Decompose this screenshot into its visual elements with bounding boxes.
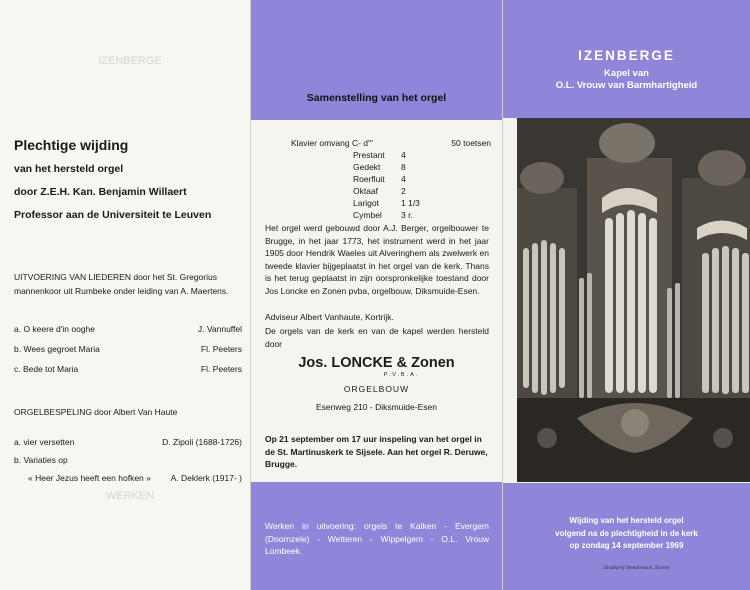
song-item: a. O keere d'in ooghe J. Vannuffel [14, 324, 242, 334]
company-form: P.V.B.A. [383, 372, 420, 378]
song-item: c. Bede tot Maria Fl. Peeters [14, 364, 242, 374]
panel-left [0, 0, 250, 590]
works-in-progress: Werken in uitvoering: orgels te Kalken - Evergem (Doornzele) - Wetteren - Wippelgem - O.L. Vrouw Lombeek. [265, 521, 489, 556]
orgel-intro: ORGELBESPELING door Albert Van Haute [14, 407, 178, 417]
chapel-name: Kapel van O.L. Vrouw van Barmhartigheid [555, 68, 698, 91]
subtitle-line-2: door Z.E.H. Kan. Benjamin Willaert [14, 186, 187, 198]
printer-credit: Drukkerij Slembrouck, Zarren [603, 565, 670, 571]
organ-stops [291, 137, 491, 221]
stop-item: Cymbel 3 r. [353, 210, 413, 220]
stop-item: Roerfluit 4 [353, 174, 406, 184]
liederen-intro: UITVOERING VAN LIEDEREN door het St. Gregorius mannenkoor uit Rumbeke onder leiding van A. Maertens. [14, 272, 229, 296]
bleed-through-text: IZENBERGE [98, 55, 162, 67]
panel-middle [250, 0, 502, 590]
organ-photo [517, 118, 750, 482]
panel-right [502, 0, 750, 590]
subtitle-line-1: van het hersteld orgel [14, 163, 124, 175]
stop-item: Gedekt 8 [353, 162, 406, 172]
inauguration-announcement: Op 21 september om 17 uur inspeling van het orgel in de St. Martinuskerk te Sijsele. Aan het orgel R. Deruwe, Brugge. [265, 434, 488, 469]
ceremony-title: Plechtige wijding [14, 137, 129, 153]
subtitle-line-3: Professor aan de Universiteit te Leuven [14, 209, 212, 221]
organ-builder-name: Jos. LONCKE & Zonen [298, 355, 455, 371]
stop-item: Prestant 4 [353, 150, 406, 160]
stop-item: Larigot 1 1/3 [353, 198, 420, 208]
advisor-line: Adviseur Albert Vanhaute, Kortrijk. [265, 312, 394, 322]
piece-item: b. Variaties op [14, 455, 68, 465]
place-title: IZENBERGE [578, 48, 675, 63]
bleed-through-text-bottom: WERKEN [105, 490, 155, 502]
keyboard-range: Klavier omvang C- d''' 50 toetsen [291, 138, 491, 148]
pieces-list [14, 436, 242, 484]
builder-trade: ORGELBOUW [343, 384, 410, 394]
piece-item: a. vier versetten D. Zipoli (1688-1726) [14, 437, 242, 447]
inauguration-details: Wijding van het hersteld orgel volgend na de plechtigheid in de kerk op zondag 14 september 1969 [555, 516, 698, 550]
builder-address: Esenweg 210 - Diksmuide-Esen [316, 402, 437, 412]
piece-item: « Heer Jezus heeft een hofken » A. Deklerk (1917- ) [28, 473, 242, 483]
song-item: b. Wees gegroet Maria Fl. Peeters [14, 344, 242, 354]
organ-illustration [517, 118, 750, 482]
restored-by-line: De orgels van de kerk en van de kapel werden hersteld door [265, 326, 489, 349]
stop-item: Oktaaf 2 [353, 186, 406, 196]
songs-list [14, 323, 242, 375]
organ-history: Het orgel werd gebouwd door A.J. Berger, orgelbouwer te Brugge, in het jaar 1773, het instrument werd in het jaar 1905 door Hendrik Waeles uit Alveringhem als zwelwerk en tweede klavier bijgeplaatst in het orgel van de kerk. Thans is het terug geplaatst in zijn oorspronkelijke toestand door Jos Loncke en Zonen pvba, orgelbouw, Diksmuide-Esen. [265, 223, 489, 296]
organ-composition-heading: Samenstelling van het orgel [306, 92, 447, 104]
